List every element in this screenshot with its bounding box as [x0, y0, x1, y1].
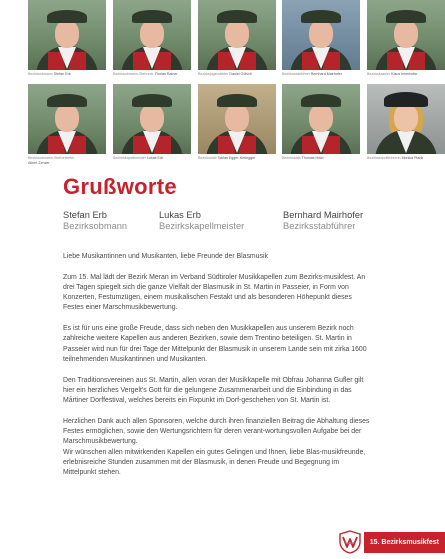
board-member-card — [113, 0, 191, 77]
portrait-photo — [28, 84, 106, 154]
body-text — [63, 252, 371, 489]
photo-caption: Bezirksobmann-Stellvertreter Albert Zenzer — [28, 156, 75, 165]
portrait-photo — [113, 0, 191, 70]
photo-caption: Bezirksjugendleiter Daniel Gölsch — [198, 72, 252, 76]
footer-event-label: 15. Bezirksmusikfest — [364, 532, 445, 553]
vsm-logo-icon — [338, 530, 362, 554]
photo-row-2 — [28, 84, 445, 168]
board-member-card — [28, 84, 106, 165]
portrait-photo — [198, 84, 276, 154]
board-member-card — [367, 84, 445, 161]
board-member-card — [198, 84, 276, 161]
portrait-photo — [282, 84, 360, 154]
portrait-photo — [198, 0, 276, 70]
signer-role: Bezirkskapellmeister — [159, 221, 245, 231]
page-title: Grußworte — [63, 174, 177, 199]
photo-caption: Bezirksstab Tobias Egger-Kerlegger — [198, 156, 256, 160]
photo-row-1 — [28, 0, 445, 84]
signers-block — [63, 210, 423, 238]
signer-role: Bezirksobmann — [63, 221, 128, 231]
signer-name: Lukas Erb — [159, 210, 201, 220]
signer — [159, 210, 244, 232]
body-paragraph: Zum 15. Mal lädt der Bezirk Meran im Verband Südtiroler Musikkapellen zum Bezirks-musikfest. An drei Tagen spiegelt sich die ganze Vielfalt der Blasmusik in St. Martin in Passeier, in Form von Konzerten, Festumzügen, einem musikalischen Festakt und als besonderen Höhepunkt dieses Festes einer Marschmusikbewertung. — [63, 273, 366, 312]
portrait-photo — [367, 0, 445, 70]
body-paragraph: Den Traditionsvereinen aus St. Martin, allen voran der Musikkapelle mit Obfrau Johanna Gufler gilt hier ein herzliches Vergelt's Gott für die gelungene Zusammenarbeit und die Einbindung in das Mårtiner Dorffestival, welches bereits ein Fixpunkt im Dorf-geschehen von St. Martin ist. — [63, 376, 364, 405]
photo-caption: Bezirkskapellmeister Lukas Erb — [113, 156, 164, 160]
board-member-card — [282, 84, 360, 161]
board-member-card — [282, 0, 360, 77]
photo-caption: Bezirkskassier Klaus Innerhofer — [367, 72, 418, 76]
footer-bar — [338, 528, 445, 556]
board-member-card — [198, 0, 276, 77]
portrait-photo — [28, 0, 106, 70]
signer — [283, 210, 363, 232]
greeting-paragraph: Liebe Musikantinnen und Musikanten, liebe Freunde der Blasmusik — [63, 253, 268, 260]
body-paragraph: Es ist für uns eine große Freude, dass sich neben den Musikkapellen aus unserem Bezirk noch zahlreiche weitere Kapellen aus anderen Bezirken, sowie dem Trentino beteiligen. St. Martin in Passeier wird nun für drei Tage der Mittelpunkt der Blasmusik in unserem Lande sein mit zirka 1600 teilnehmenden Musikantinnen und Musikanten. — [63, 325, 367, 363]
portrait-photo — [367, 84, 445, 154]
portrait-photo — [282, 0, 360, 70]
board-member-card — [28, 0, 106, 77]
photo-caption: Bezirksobmann-Stellvertr. Florian Rainer — [113, 72, 178, 76]
signer-name: Bernhard Mairhofer — [283, 210, 364, 220]
signer-name: Stefan Erb — [63, 210, 107, 220]
photo-caption: Bezirksstabführer Bernhard Mairhofer — [282, 72, 342, 76]
portrait-photo — [113, 84, 191, 154]
board-member-card — [113, 84, 191, 161]
board-photo-grid — [28, 0, 445, 168]
photo-caption: Bezirksobmann Stefan Erb — [28, 72, 71, 76]
photo-caption: Bezirksstab Thomas Hölzl — [282, 156, 324, 160]
signer-role: Bezirksstabführer — [283, 221, 356, 231]
body-paragraph: Herzlichen Dank auch allen Sponsoren, welche durch ihren finanziellen Beitrag die Abhaltung dieses Festes ermöglichen, sowie den Wertungsrichtern für deren verant-wortungsvollen Aufgabe bei der Marschmusikbewertung. Wir wünschen allen mitwirkenden Kapellen ein gutes Gelingen und Ihnen, liebe Blas-musikfreunde, erlebnisreiche Stunden zusammen mit der Blasmusik, in denen Freude und Begegnung im Mittelpunkt stehen. — [63, 417, 370, 477]
signer — [63, 210, 127, 232]
board-member-card — [367, 0, 445, 77]
photo-caption: Bezirksschriftführerin Monika Plank — [367, 156, 424, 160]
